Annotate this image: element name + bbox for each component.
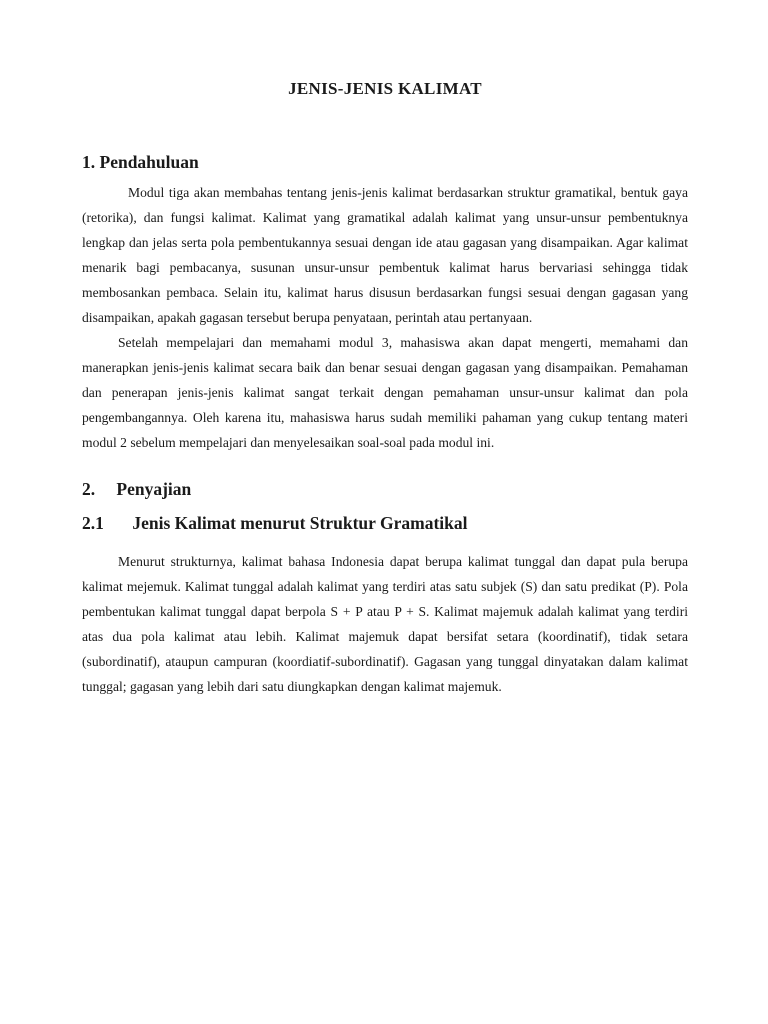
paragraph-struktur: Menurut strukturnya, kalimat bahasa Indonesia dapat berupa kalimat tunggal dan dapat pula berupa kalimat mejemuk. Kalimat tunggal adalah kalimat yang terdiri atas satu subjek (S) dan satu predikat (P). Pola pembentukan kalimat tunggal dapat berpola S + P atau P + S. Kalimat majemuk adalah kalimat yang terdiri atas dua pola kalimat atau lebih. Kalimat majemuk dapat bersifat setara (koordinatif), tidak setara (subordinatif), ataupun campuran (koordiatif-subordinatif). Gagasan yang tunggal dinyatakan dalam kalimat tunggal; gagasan yang lebih dari satu diungkapkan dengan kalimat majemuk. — [82, 554, 688, 694]
subsection-heading-struktur-gramatikal — [82, 511, 688, 535]
subsection-number: 2.1 — [82, 513, 104, 533]
section-number: 1. — [82, 152, 96, 172]
paragraph-intro-2: Setelah mempelajari dan memahami modul 3, mahasiswa akan dapat mengerti, memahami dan manerapkan jenis-jenis kalimat secara baik dan benar sesuai dengan gagasan yang disampaikan. Pemahaman dan penerapan jenis-jenis kalimat sangat terkait dengan pemahaman unsur-unsur kalimat dan pola pengembangannya. Oleh karena itu, mahasiswa harus sudah memiliki pahaman yang cukup tentang materi modul 2 sebelum mempelajari dan menyelesaikan soal-soal pada modul ini. — [82, 335, 688, 450]
paragraph-intro-1: Modul tiga akan membahas tentang jenis-jenis kalimat berdasarkan struktur gramatikal, bentuk gaya (retorika), dan fungsi kalimat. Kalimat yang gramatikal adalah kalimat yang unsur-unsur pembentuknya lengkap dan jelas serta pola pembentukannya sesuai dengan ide atau gagasan yang disampaikan. Agar kalimat menarik bagi pembacanya, susunan unsur-unsur pembentuk kalimat harus bervariasi sehingga tidak membosankan pembaca. Selain itu, kalimat harus disusun berdasarkan fungsi sesuai dengan gagasan yang disampaikan, apakah gagasan tersebut berupa penyataan, perintah atau pertanyaan. — [82, 185, 688, 325]
section-title: Penyajian — [116, 479, 192, 499]
section-number: 2. — [82, 479, 96, 499]
section-heading-penyajian — [82, 477, 688, 501]
subsection-title: Jenis Kalimat menurut Struktur Gramatikal — [132, 513, 468, 533]
document-title: JENIS-JENIS KALIMAT — [288, 79, 482, 98]
section-heading-pendahuluan — [82, 150, 688, 174]
section-title: Pendahuluan — [99, 152, 199, 172]
